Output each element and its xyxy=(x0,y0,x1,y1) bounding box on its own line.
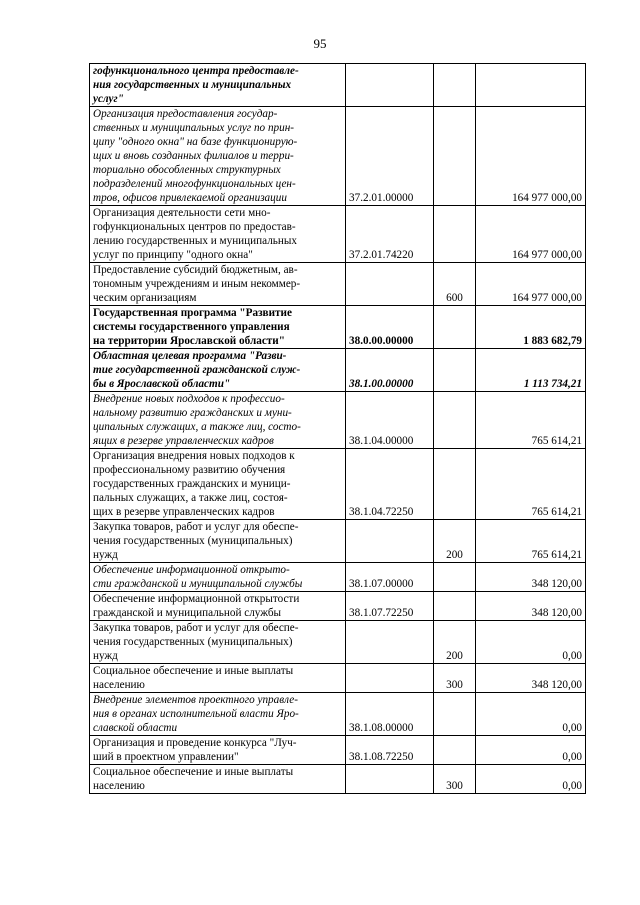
row-name-cell: Внедрение новых подходов к профессио- нальному развитию гражданских и муни- ципальных служащих, а также лиц, состо- ящих в резерве управленческих кадров xyxy=(90,392,346,449)
target-article-cell xyxy=(346,64,434,107)
row-name-cell: Социальное обеспечение и иные выплаты населению xyxy=(90,765,346,794)
row-name-cell: Обеспечение информационной открыто- сти гражданской и муниципальной службы xyxy=(90,563,346,592)
target-article-cell xyxy=(346,520,434,563)
expense-type-cell: 300 xyxy=(434,664,476,693)
target-article-cell xyxy=(346,263,434,306)
target-article-cell: 38.1.04.72250 xyxy=(346,449,434,520)
amount-cell: 0,00 xyxy=(476,693,586,736)
amount-cell: 348 120,00 xyxy=(476,592,586,621)
amount-cell: 0,00 xyxy=(476,765,586,794)
table-row xyxy=(90,621,586,664)
amount-cell: 348 120,00 xyxy=(476,563,586,592)
amount-cell: 765 614,21 xyxy=(476,392,586,449)
table-row xyxy=(90,563,586,592)
budget-table xyxy=(89,63,586,794)
amount-cell: 1 883 682,79 xyxy=(476,306,586,349)
target-article-cell: 38.1.07.72250 xyxy=(346,592,434,621)
target-article-cell xyxy=(346,621,434,664)
target-article-cell: 38.1.00.00000 xyxy=(346,349,434,392)
amount-cell: 0,00 xyxy=(476,736,586,765)
expense-type-cell xyxy=(434,736,476,765)
table-row xyxy=(90,765,586,794)
target-article-cell: 38.0.00.00000 xyxy=(346,306,434,349)
table-row xyxy=(90,349,586,392)
expense-type-cell xyxy=(434,306,476,349)
expense-type-cell xyxy=(434,563,476,592)
row-name-cell: Предоставление субсидий бюджетным, ав- тономным учреждениям и иным некоммер- ческим организациям xyxy=(90,263,346,306)
row-name-cell: Областная целевая программа "Разви- тие государственной гражданской служ- бы в Ярославской области" xyxy=(90,349,346,392)
target-article-cell: 38.1.07.00000 xyxy=(346,563,434,592)
row-name-cell: Организация деятельности сети мно- гофункциональных центров по предостав- лению государственных и муниципальных услуг по принципу "одного окна" xyxy=(90,206,346,263)
row-name-cell: Социальное обеспечение и иные выплаты населению xyxy=(90,664,346,693)
expense-type-cell xyxy=(434,693,476,736)
amount-cell: 765 614,21 xyxy=(476,520,586,563)
expense-type-cell: 200 xyxy=(434,621,476,664)
row-name-cell: Организация внедрения новых подходов к профессиональному развитию обучения государственных гражданских и муници- пальных служащих, а также лиц, состоя- щих в резерве управленческих кадров xyxy=(90,449,346,520)
row-name-cell: Закупка товаров, работ и услуг для обеспе- чения государственных (муниципальных) нужд xyxy=(90,520,346,563)
amount-cell: 164 977 000,00 xyxy=(476,107,586,206)
target-article-cell: 38.1.08.00000 xyxy=(346,693,434,736)
amount-cell: 0,00 xyxy=(476,621,586,664)
row-name-cell: Обеспечение информационной открытости гражданской и муниципальной службы xyxy=(90,592,346,621)
amount-cell xyxy=(476,64,586,107)
table-row xyxy=(90,206,586,263)
amount-cell: 164 977 000,00 xyxy=(476,206,586,263)
table-row xyxy=(90,693,586,736)
target-article-cell xyxy=(346,765,434,794)
target-article-cell: 37.2.01.74220 xyxy=(346,206,434,263)
table-row xyxy=(90,306,586,349)
expense-type-cell xyxy=(434,449,476,520)
amount-cell: 765 614,21 xyxy=(476,449,586,520)
amount-cell: 1 113 734,21 xyxy=(476,349,586,392)
table-row xyxy=(90,263,586,306)
expense-type-cell xyxy=(434,107,476,206)
expense-type-cell: 300 xyxy=(434,765,476,794)
expense-type-cell: 200 xyxy=(434,520,476,563)
table-row xyxy=(90,392,586,449)
table-row xyxy=(90,64,586,107)
table-row xyxy=(90,107,586,206)
amount-cell: 348 120,00 xyxy=(476,664,586,693)
expense-type-cell xyxy=(434,592,476,621)
row-name-cell: Организация и проведение конкурса "Луч- ший в проектном управлении" xyxy=(90,736,346,765)
table-row xyxy=(90,736,586,765)
target-article-cell xyxy=(346,664,434,693)
table-row xyxy=(90,664,586,693)
target-article-cell: 38.1.08.72250 xyxy=(346,736,434,765)
expense-type-cell xyxy=(434,206,476,263)
table-row xyxy=(90,449,586,520)
row-name-cell: Внедрение элементов проектного управле- ния в органах исполнительной власти Яро- славской области xyxy=(90,693,346,736)
expense-type-cell xyxy=(434,64,476,107)
expense-type-cell xyxy=(434,392,476,449)
target-article-cell: 38.1.04.00000 xyxy=(346,392,434,449)
expense-type-cell: 600 xyxy=(434,263,476,306)
row-name-cell: гофункционального центра предоставле- ния государственных и муниципальных услуг" xyxy=(90,64,346,107)
table-row xyxy=(90,592,586,621)
row-name-cell: Организация предоставления государ- ственных и муниципальных услуг по прин- ципу "одного окна" на базе функционирую- щих и вновь созданных филиалов и терри- ториально обособленных структурных подразделений многофункциональных цен- тров, офисов привлекаемой организации xyxy=(90,107,346,206)
row-name-cell: Закупка товаров, работ и услуг для обеспе- чения государственных (муниципальных) нужд xyxy=(90,621,346,664)
table-row xyxy=(90,520,586,563)
row-name-cell: Государственная программа "Развитие системы государственного управления на территории Ярославской области" xyxy=(90,306,346,349)
amount-cell: 164 977 000,00 xyxy=(476,263,586,306)
expense-type-cell xyxy=(434,349,476,392)
page-number: 95 xyxy=(313,36,327,51)
budget-table-body xyxy=(90,64,586,794)
target-article-cell: 37.2.01.00000 xyxy=(346,107,434,206)
